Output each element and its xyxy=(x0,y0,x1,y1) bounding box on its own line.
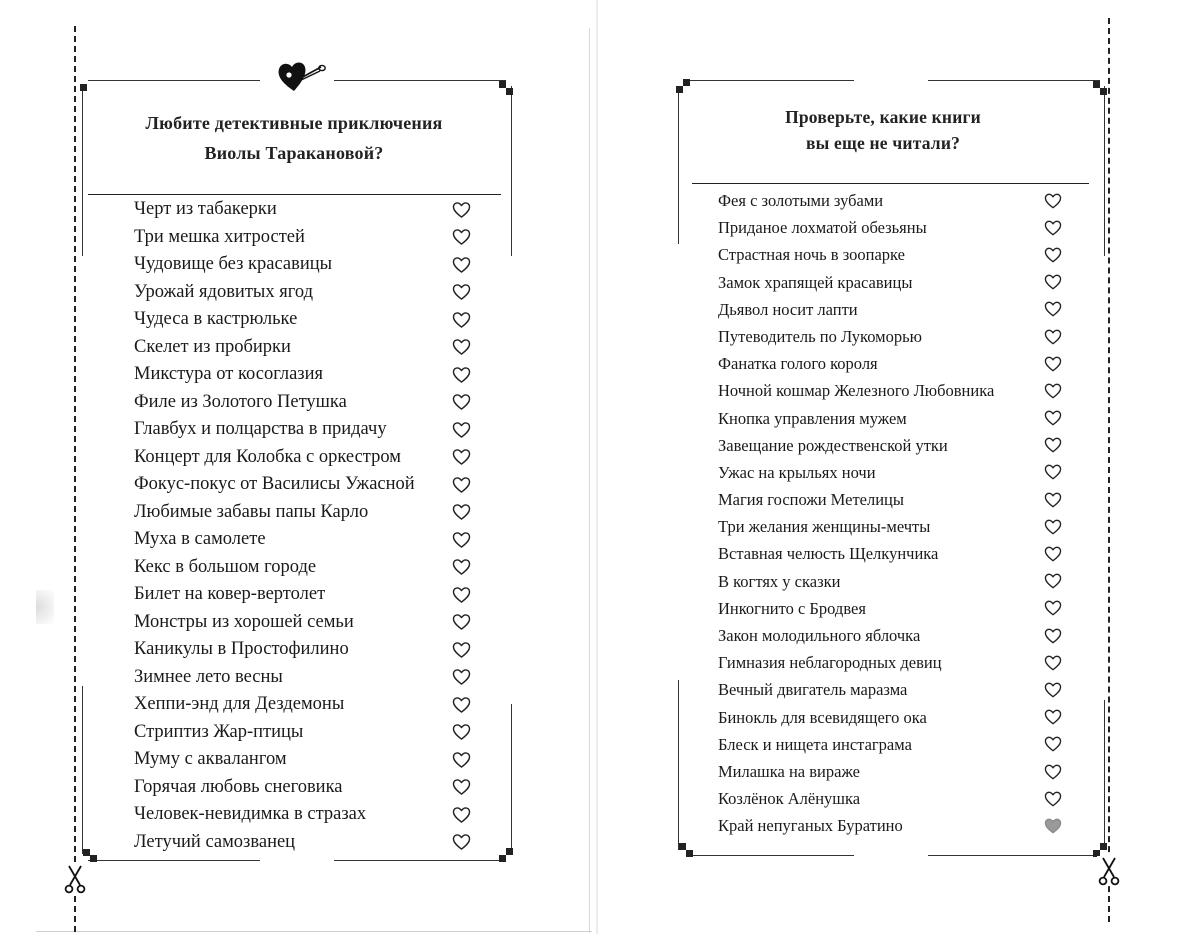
book-title: Блеск и нищета инстаграма xyxy=(718,734,912,754)
book-title: Замок храпящей красавицы xyxy=(718,272,913,292)
book-title: Вставная челюсть Щелкунчика xyxy=(718,544,939,564)
heart-icon[interactable] xyxy=(452,531,471,548)
list-item xyxy=(134,609,479,637)
list-item xyxy=(718,432,1068,459)
heart-icon[interactable] xyxy=(1044,193,1062,209)
heart-icon[interactable] xyxy=(452,394,471,411)
book-title: Главбух и полцарства в придачу xyxy=(134,419,387,439)
heart-icon[interactable] xyxy=(1044,764,1062,780)
list-item xyxy=(718,405,1068,432)
heart-icon[interactable] xyxy=(452,476,471,493)
heart-icon[interactable] xyxy=(452,779,471,796)
book-title: Закон молодильного яблочка xyxy=(718,626,921,645)
right-frame-top-right xyxy=(928,80,1100,81)
right-frame-left-top xyxy=(678,86,679,244)
heart-icon[interactable] xyxy=(452,834,471,851)
page-shadow xyxy=(36,590,54,624)
scissors-icon[interactable] xyxy=(1097,856,1121,886)
left-frame-corner-bl2 xyxy=(90,855,97,862)
heart-icon[interactable] xyxy=(1044,573,1062,589)
heart-icon[interactable] xyxy=(1044,464,1062,480)
book-title: Монстры из хорошей семьи xyxy=(134,611,354,632)
list-item xyxy=(134,664,479,692)
list-item xyxy=(718,622,1068,649)
left-frame-bottom-right xyxy=(334,860,506,861)
list-item xyxy=(134,499,479,527)
left-frame-right-bottom xyxy=(511,704,512,854)
list-item xyxy=(718,377,1068,404)
book-title: Человек-невидимка в стразах xyxy=(134,804,367,824)
left-frame-left-bottom xyxy=(82,686,83,854)
book-title: Билет на ковер-вертолет xyxy=(134,584,326,604)
book-title: Кнопка управления мужем xyxy=(718,408,907,428)
book-title: Козлёнок Алёнушка xyxy=(718,789,861,809)
heart-icon[interactable] xyxy=(1044,736,1062,752)
heart-icon[interactable] xyxy=(452,201,471,218)
book-title: Чудовище без красавицы xyxy=(134,254,333,274)
book-title: Стриптиз Жар-птицы xyxy=(134,721,304,742)
left-heading-line1: Любите детективные приключения xyxy=(145,113,443,133)
heart-icon[interactable] xyxy=(1044,818,1062,834)
list-item xyxy=(134,691,479,719)
book-title: Зимнее лето весны xyxy=(134,666,283,687)
list-item xyxy=(718,486,1068,513)
book-title: Горячая любовь снеговика xyxy=(134,776,343,797)
heart-icon[interactable] xyxy=(452,724,471,741)
heart-icon[interactable] xyxy=(1044,628,1062,644)
right-frame-corner-bl xyxy=(679,843,686,850)
list-item xyxy=(718,323,1068,350)
right-frame-corner-tr2 xyxy=(1100,88,1107,95)
heart-icon[interactable] xyxy=(452,421,471,438)
book-title: Урожай ядовитых ягод xyxy=(134,281,313,302)
left-heading-rule xyxy=(88,194,501,195)
list-item xyxy=(718,649,1068,676)
list-item xyxy=(134,829,479,857)
scissors-icon[interactable] xyxy=(63,864,87,894)
heart-icon[interactable] xyxy=(452,806,471,823)
list-item xyxy=(718,676,1068,703)
list-item xyxy=(134,306,479,334)
right-heading-line2: вы еще не читали? xyxy=(805,133,961,153)
list-item xyxy=(718,350,1068,377)
heart-icon[interactable] xyxy=(452,696,471,713)
book-title: Инкогнито с Бродвея xyxy=(718,598,866,618)
right-frame-right-bottom xyxy=(1104,700,1105,850)
book-title: Каникулы в Простофилино xyxy=(134,639,349,659)
list-item xyxy=(718,595,1068,622)
heart-icon[interactable] xyxy=(1044,329,1062,345)
left-heading xyxy=(96,108,492,168)
list-item xyxy=(134,334,479,362)
book-title: Край непуганых Буратино xyxy=(718,816,903,836)
list-item xyxy=(134,471,479,499)
book-title: Чудеса в кастрюльке xyxy=(134,309,298,329)
heart-icon[interactable] xyxy=(452,366,471,383)
list-item xyxy=(718,187,1068,214)
book-title: Дьявол носит лапти xyxy=(718,299,858,319)
heart-icon[interactable] xyxy=(1044,655,1062,671)
left-frame-corner-bl xyxy=(83,849,90,856)
list-item xyxy=(718,758,1068,785)
left-frame-bottom-left xyxy=(88,860,260,861)
list-item xyxy=(718,568,1068,595)
heart-icon[interactable] xyxy=(452,641,471,658)
page-edge xyxy=(589,28,590,933)
heart-icon[interactable] xyxy=(1044,301,1062,317)
book-title: Муха в самолете xyxy=(134,529,266,549)
heart-icon[interactable] xyxy=(1044,410,1062,426)
list-item xyxy=(718,214,1068,241)
heart-icon[interactable] xyxy=(1044,519,1062,535)
right-heading-line1: Проверьте, какие книги xyxy=(785,107,981,127)
list-item xyxy=(134,389,479,417)
list-item xyxy=(134,361,479,389)
heart-icon[interactable] xyxy=(452,669,471,686)
book-title: Любимые забавы папы Карло xyxy=(134,501,369,522)
book-title: В когтях у сказки xyxy=(718,571,841,591)
book-title: Филе из Золотого Петушка xyxy=(134,391,347,412)
book-title: Летучий самозванец xyxy=(134,831,296,852)
heart-icon[interactable] xyxy=(452,229,471,246)
book-title: Милашка на вираже xyxy=(718,761,860,781)
list-item xyxy=(134,196,479,224)
book-title: Бинокль для всевидящего ока xyxy=(718,707,927,727)
heart-icon[interactable] xyxy=(1044,356,1062,372)
list-item xyxy=(718,296,1068,323)
book-title: Кекс в большом городе xyxy=(134,556,317,577)
left-frame-top-left xyxy=(88,80,260,81)
book-title: Хеппи-энд для Дездемоны xyxy=(134,694,345,714)
book-title: Скелет из пробирки xyxy=(134,336,291,357)
left-heading-line2: Виолы Таракановой? xyxy=(204,143,384,163)
left-frame-corner-br xyxy=(499,855,506,862)
list-item xyxy=(718,785,1068,812)
book-title: Магия госпожи Метелицы xyxy=(718,490,904,510)
book-title: Приданое лохматой обезьяны xyxy=(718,218,927,238)
list-item xyxy=(718,731,1068,758)
heart-icon[interactable] xyxy=(452,751,471,768)
left-book-list xyxy=(134,196,479,856)
right-frame-left-bottom xyxy=(678,680,679,850)
page-divider xyxy=(596,0,598,934)
left-frame-corner-tl xyxy=(80,84,87,91)
list-item xyxy=(134,636,479,664)
book-title: Три желания женщины-мечты xyxy=(718,517,931,537)
heart-icon[interactable] xyxy=(1044,383,1062,399)
book-title: Фанатка голого короля xyxy=(718,354,878,374)
heart-icon[interactable] xyxy=(1044,437,1062,453)
list-item xyxy=(718,704,1068,731)
list-item xyxy=(134,746,479,774)
right-frame-corner-tl xyxy=(676,86,683,93)
list-item xyxy=(134,554,479,582)
right-book-list xyxy=(718,187,1068,840)
list-item xyxy=(134,416,479,444)
book-title: Завещание рождественской утки xyxy=(718,435,948,455)
heart-icon[interactable] xyxy=(452,614,471,631)
right-frame-bottom-left xyxy=(686,855,854,856)
heart-icon[interactable] xyxy=(452,256,471,273)
right-frame-corner-br2 xyxy=(1100,843,1107,850)
left-frame-corner-br2 xyxy=(506,848,513,855)
list-item xyxy=(134,774,479,802)
list-item xyxy=(718,513,1068,540)
book-title: Ночной кошмар Железного Любовника xyxy=(718,381,995,401)
heart-icon[interactable] xyxy=(452,284,471,301)
heart-icon[interactable] xyxy=(1044,274,1062,290)
right-frame-top-left xyxy=(686,80,854,81)
heart-icon[interactable] xyxy=(452,586,471,603)
book-title: Ужас на крыльях ночи xyxy=(718,462,876,482)
left-frame-left-top xyxy=(82,86,83,256)
list-item xyxy=(134,526,479,554)
list-item xyxy=(134,224,479,252)
list-item xyxy=(134,251,479,279)
book-title: Фокус-покус от Василисы Ужасной xyxy=(134,474,415,494)
right-frame-bottom-right xyxy=(928,855,1098,856)
right-frame-corner-tl2 xyxy=(683,79,690,86)
right-heading xyxy=(692,104,1074,156)
left-frame-corner-tr xyxy=(499,81,506,88)
list-item xyxy=(134,279,479,307)
heart-safety-pin-icon xyxy=(272,54,328,96)
heart-icon[interactable] xyxy=(1044,247,1062,263)
list-item xyxy=(134,719,479,747)
left-cut-line xyxy=(74,26,76,932)
list-item xyxy=(134,581,479,609)
book-title: Три мешка хитростей xyxy=(134,226,305,247)
heart-icon[interactable] xyxy=(1044,709,1062,725)
book-title: Страстная ночь в зоопарке xyxy=(718,245,905,265)
book-title: Гимназия неблагородных девиц xyxy=(718,653,942,673)
heart-icon[interactable] xyxy=(452,449,471,466)
list-item xyxy=(134,801,479,829)
book-title: Муму с аквалангом xyxy=(134,749,287,769)
right-frame-right-top xyxy=(1104,86,1105,256)
book-title: Концерт для Колобка с оркестром xyxy=(134,446,401,467)
right-frame-corner-tr xyxy=(1093,81,1100,88)
heart-icon[interactable] xyxy=(1044,492,1062,508)
right-cut-line xyxy=(1108,18,1110,922)
heart-icon[interactable] xyxy=(452,559,471,576)
list-item xyxy=(718,269,1068,296)
book-title: Путеводитель по Лукоморью xyxy=(718,326,922,346)
heart-icon[interactable] xyxy=(452,504,471,521)
heart-icon[interactable] xyxy=(452,339,471,356)
list-item xyxy=(718,241,1068,268)
heart-icon[interactable] xyxy=(1044,546,1062,562)
left-frame-corner-tr2 xyxy=(506,88,513,95)
heart-icon[interactable] xyxy=(1044,791,1062,807)
heart-icon[interactable] xyxy=(1044,600,1062,616)
book-title: Черт из табакерки xyxy=(134,199,277,219)
right-frame-corner-bl2 xyxy=(686,850,693,857)
list-item xyxy=(718,540,1068,567)
book-title: Фея с золотыми зубами xyxy=(718,191,884,210)
page-bottom-edge xyxy=(36,931,592,932)
right-heading-rule xyxy=(692,183,1089,184)
left-frame-top-right xyxy=(334,80,506,81)
book-title: Вечный двигатель маразма xyxy=(718,680,908,700)
heart-icon[interactable] xyxy=(1044,220,1062,236)
left-frame-right-top xyxy=(511,86,512,256)
list-item xyxy=(134,444,479,472)
heart-icon[interactable] xyxy=(452,311,471,328)
heart-icon[interactable] xyxy=(1044,682,1062,698)
list-item xyxy=(718,812,1068,839)
list-item xyxy=(718,459,1068,486)
book-title: Микстура от косоглазия xyxy=(134,364,324,384)
